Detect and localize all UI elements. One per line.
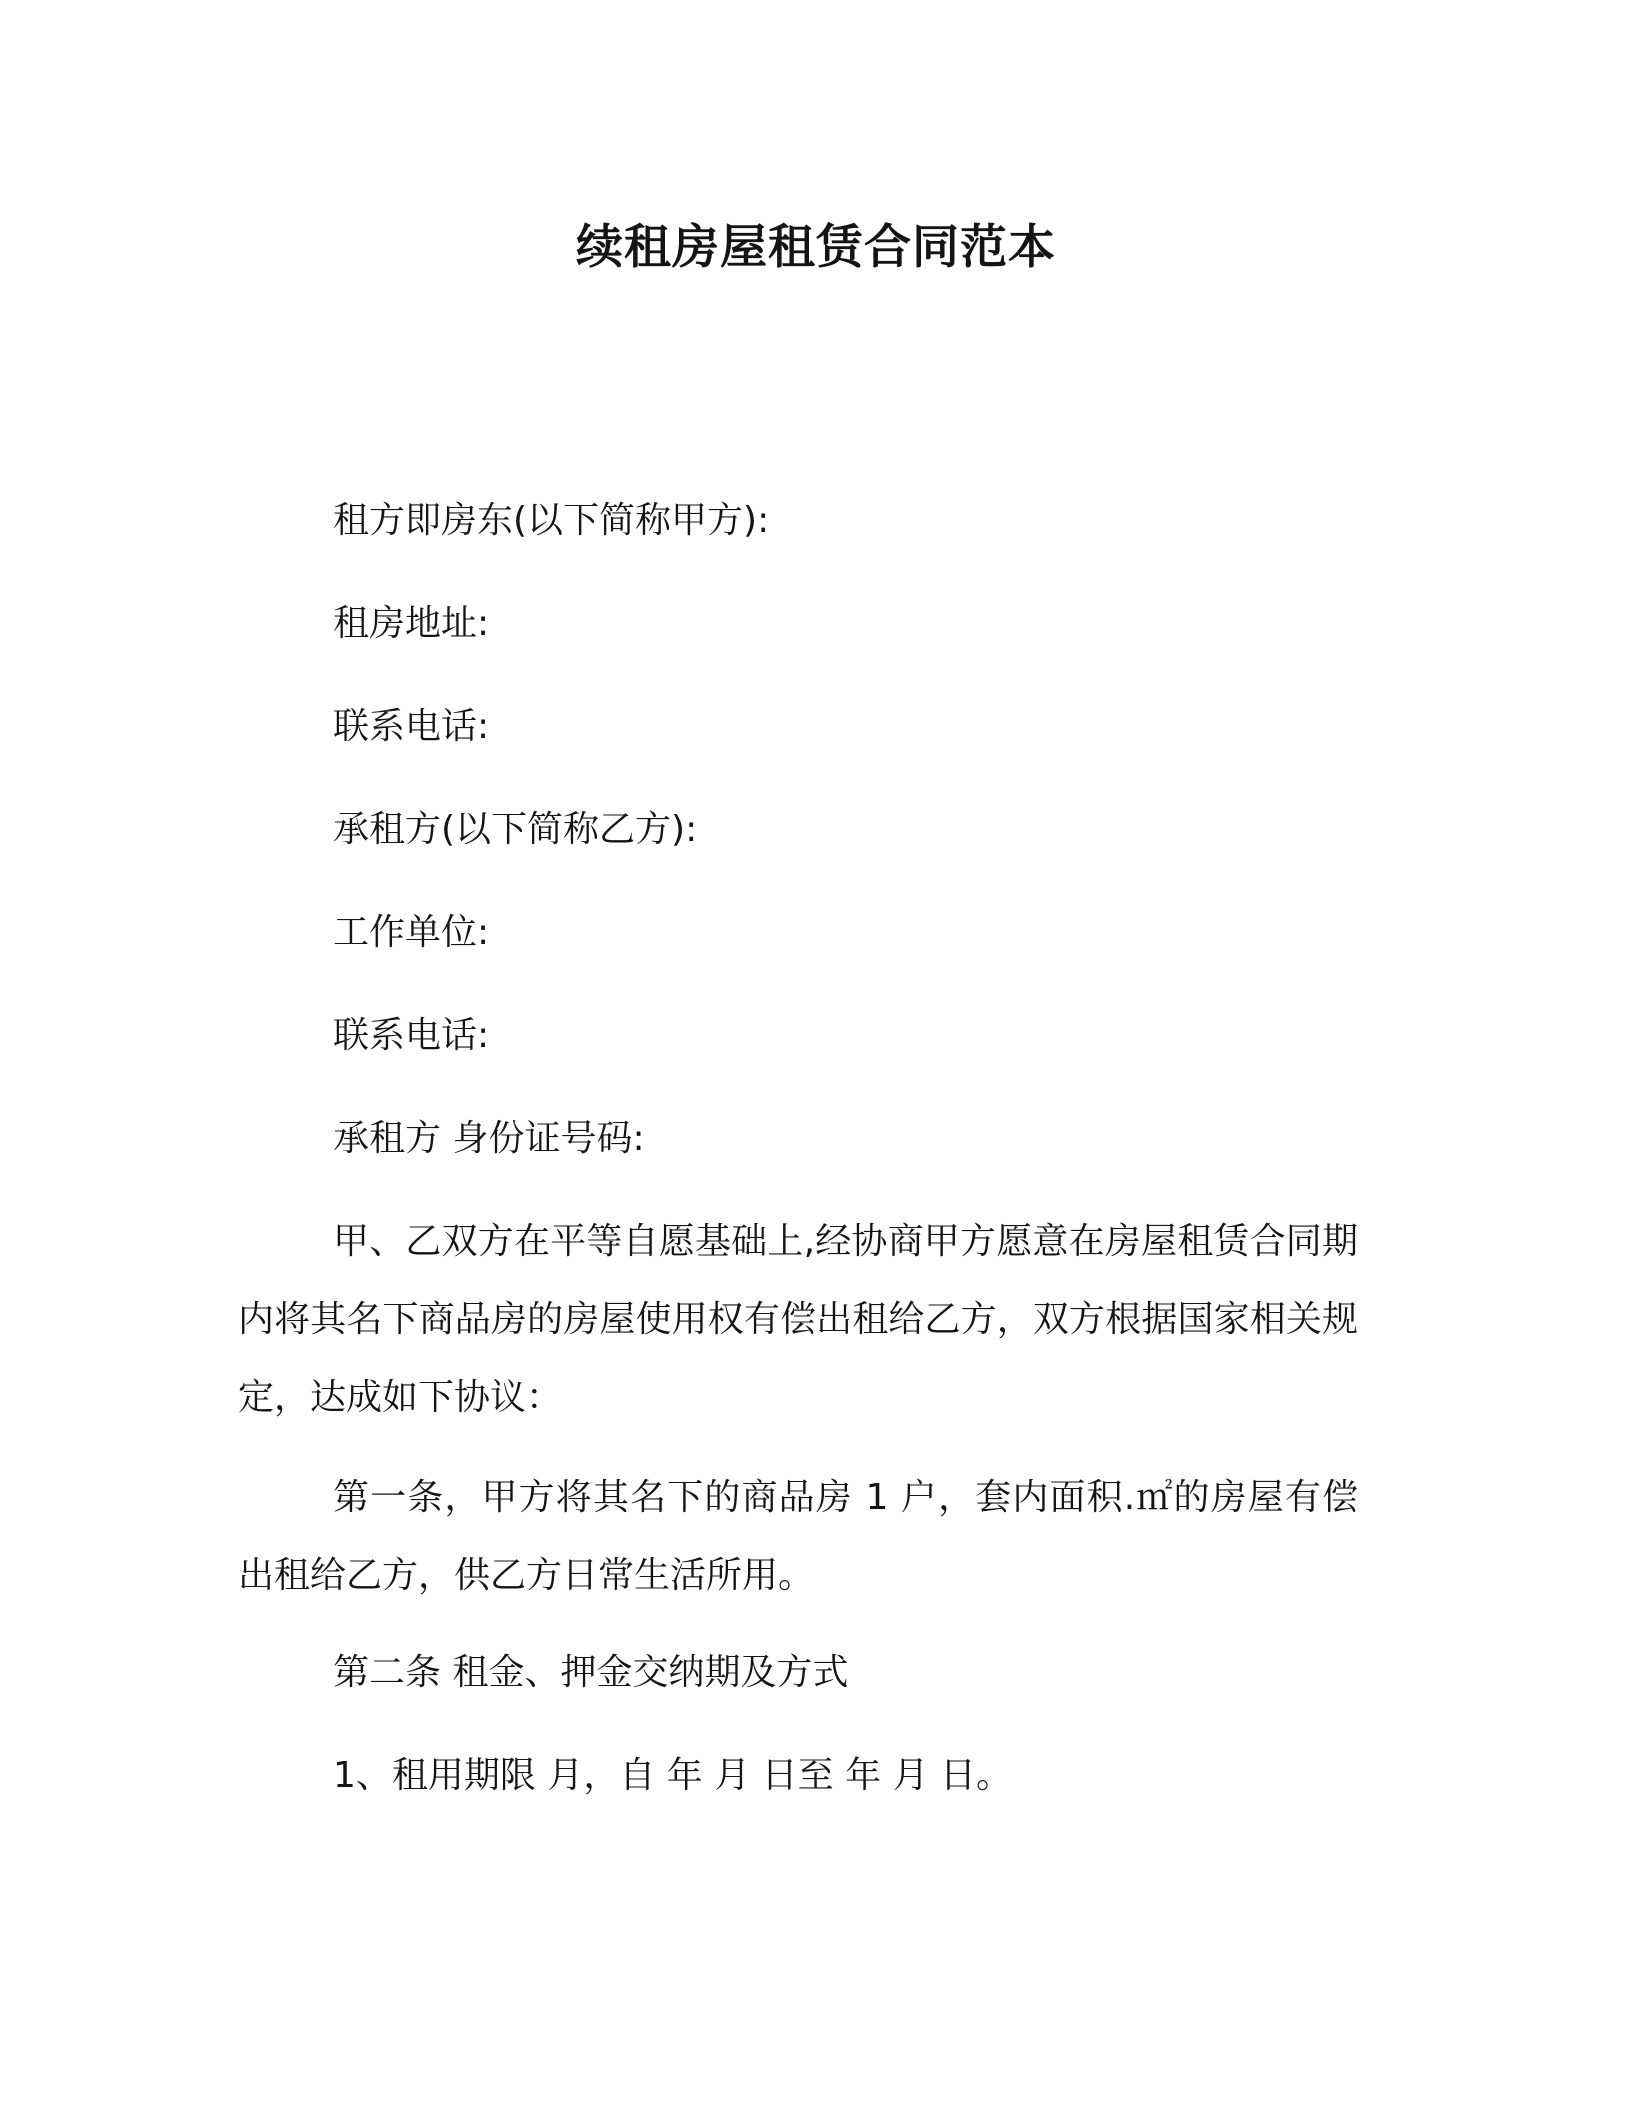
field-tenant-id: 承租方 身份证号码: bbox=[333, 1118, 645, 1159]
field-landlord-phone: 联系电话: bbox=[333, 706, 490, 747]
field-tenant-phone: 联系电话: bbox=[333, 1015, 490, 1056]
field-landlord: 租方即房东(以下简称甲方): bbox=[333, 500, 770, 541]
field-workplace: 工作单位: bbox=[333, 912, 490, 953]
preamble-paragraph: 甲、乙双方在平等自愿基础上,经协商甲方愿意在房屋租赁合同期内将其名下商品房的房屋使用权有偿出租给乙方，双方根据国家相关规定，达成如下协议： bbox=[238, 1221, 1358, 1418]
field-rental-address: 租房地址: bbox=[333, 603, 490, 644]
article-1-paragraph: 第一条，甲方将其名下的商品房 1 户，套内面积.㎡的房屋有偿出租给乙方，供乙方日常生活所用。 bbox=[238, 1477, 1358, 1596]
field-tenant: 承租方(以下简称乙方): bbox=[333, 809, 698, 850]
document-title: 续租房屋租赁合同范本 bbox=[576, 220, 1056, 275]
article-2-heading: 第二条 租金、押金交纳期及方式 bbox=[333, 1652, 849, 1693]
article-2-item-1: 1、租用期限 月，自 年 月 日至 年 月 日。 bbox=[333, 1755, 1013, 1796]
